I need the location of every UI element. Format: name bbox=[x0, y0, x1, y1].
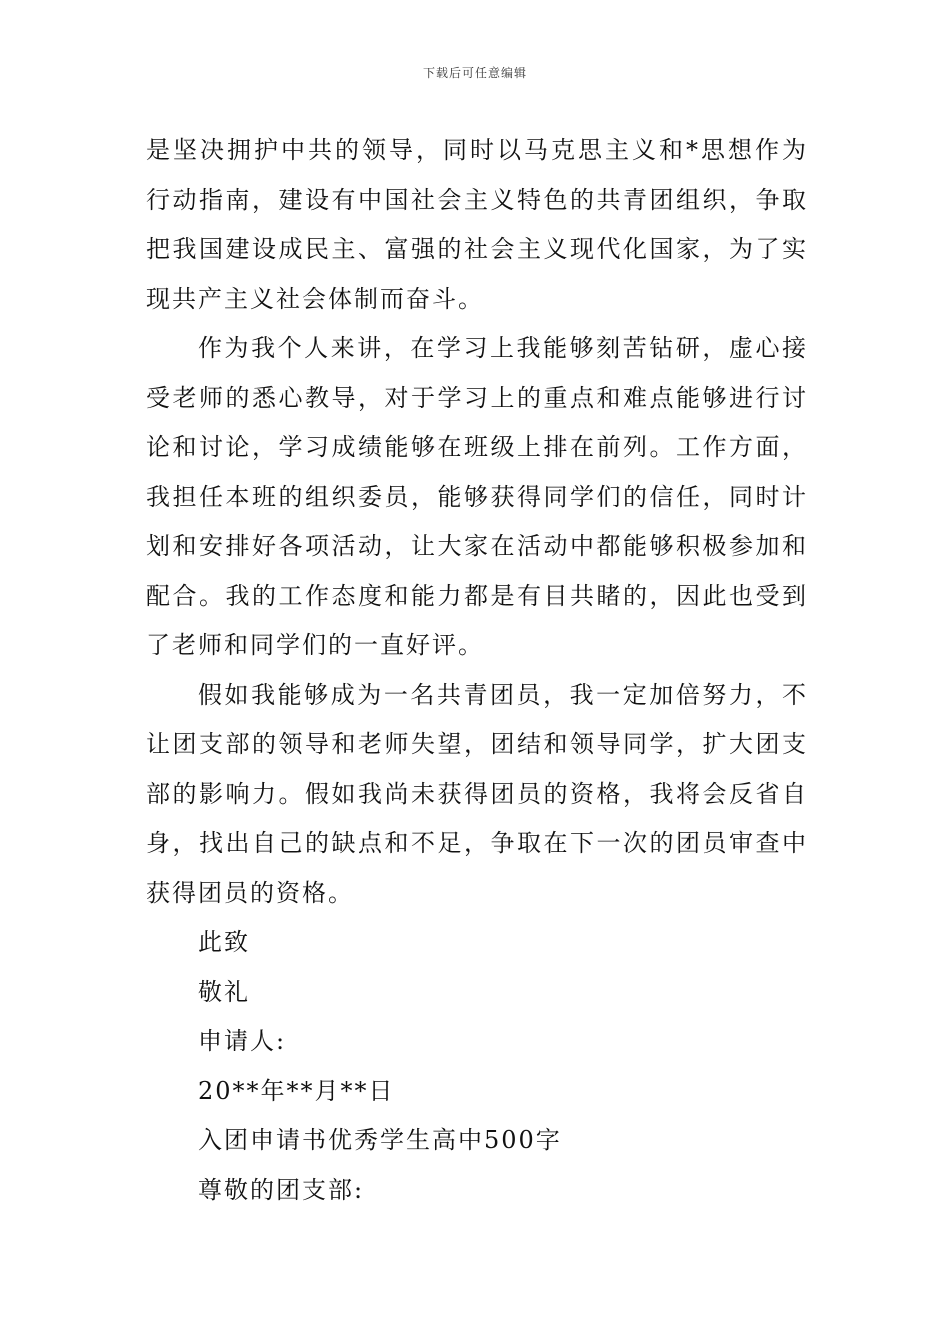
next-document-title: 入团申请书优秀学生高中500字 bbox=[198, 1126, 562, 1154]
paragraph-personal: 作为我个人来讲，在学习上我能够刻苦钻研，虚心接受老师的悉心教导，对于学习上的重点和难点能够进行讨论和讨论，学习成绩能够在班级上排在前列。工作方面，我担任本班的组织委员，能够获得同学们的信任，同时计划和安排好各项活动，让大家在活动中都能够积极参加和配合。我的工作态度和能力都是有目共睹的，因此也受到了老师和同学们的一直好评。 bbox=[146, 334, 808, 659]
date-line: 20**年**月**日 bbox=[198, 1076, 395, 1105]
letter-body bbox=[146, 126, 808, 1215]
applicant-label: 申请人: bbox=[198, 1027, 287, 1055]
closing-ci-zhi: 此致 bbox=[198, 928, 250, 956]
next-document-salutation: 尊敬的团支部: bbox=[198, 1175, 365, 1204]
closing-jing-li: 敬礼 bbox=[198, 977, 250, 1006]
paragraph-pledge: 假如我能够成为一名共青团员，我一定加倍努力，不让团支部的领导和老师失望，团结和领导同学，扩大团支部的影响力。假如我尚未获得团员的资格，我将会反省自身，找出自己的缺点和不足，争取在下一次的团员审查中获得团员的资格。 bbox=[146, 680, 808, 907]
paragraph-continuation: 是坚决拥护中共的领导，同时以马克思主义和*思想作为行动指南，建设有中国社会主义特色的共青团组织，争取把我国建设成民主、富强的社会主义现代化国家，为了实现共产主义社会体制而奋斗。 bbox=[146, 136, 808, 313]
header-note: 下载后可任意编辑 bbox=[422, 66, 527, 80]
